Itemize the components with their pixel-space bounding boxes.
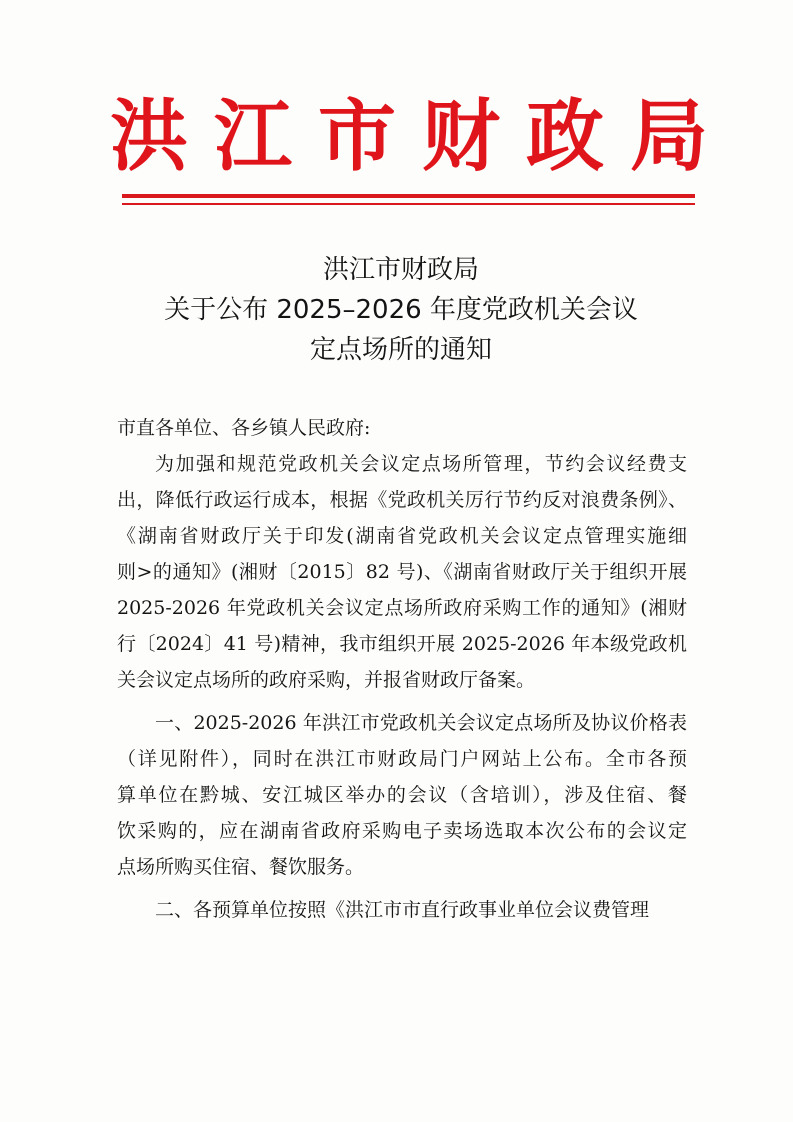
document-body (117, 410, 687, 928)
title-line-1: 洪江市财政局 (322, 255, 479, 285)
para2-line-1: 一、2025-2026 年洪江市党政机关会议定点场所及协议价格表 (155, 712, 687, 734)
para2-line-2: （详见附件），同时在洪江市财政局门户网站上公布。全市各预 (117, 748, 687, 770)
para1-line-1: 为加强和规范党政机关会议定点场所管理，节约会议经费支 (155, 453, 687, 475)
masthead-red-rule-thin (122, 203, 695, 205)
para1-line-4: 则>的通知》(湘财〔2015〕82 号)、《湖南省财政厅关于组织开展 (117, 561, 687, 583)
document-title (96, 250, 706, 370)
para1-line-7: 关会议定点场所的政府采购，并报省财政厅备案。 (117, 669, 536, 691)
para2-line-4: 饮采购的，应在湖南省政府采购电子卖场选取本次公布的会议定 (117, 820, 687, 842)
salutation: 市直各单位、各乡镇人民政府: (117, 417, 371, 439)
para1-line-2: 出，降低行政运行成本，根据《党政机关厉行节约反对浪费条例》、 (117, 489, 687, 511)
para2-line-5: 点场所购买住宿、餐饮服务。 (117, 856, 365, 878)
para1-line-5: 2025-2026 年党政机关会议定点场所政府采购工作的通知》(湘财 (117, 597, 687, 619)
para1-line-3: 《湖南省财政厅关于印发(湖南省党政机关会议定点管理实施细 (117, 525, 687, 547)
title-line-2: 关于公布 2025–2026 年度党政机关会议 (164, 295, 638, 325)
masthead-red-rule-thick (122, 194, 695, 198)
para3-line-1: 二、各预算单位按照《洪江市市直行政事业单位会议费管理 (155, 899, 650, 921)
para2-line-3: 算单位在黔城、安江城区举办的会议（含培训），涉及住宿、餐 (117, 784, 687, 806)
masthead-org-name: 洪江市财政局 (110, 91, 735, 182)
title-line-3: 定点场所的通知 (309, 335, 492, 365)
para1-line-6: 行〔2024〕41 号)精神，我市组织开展 2025-2026 年本级党政机 (117, 633, 687, 655)
